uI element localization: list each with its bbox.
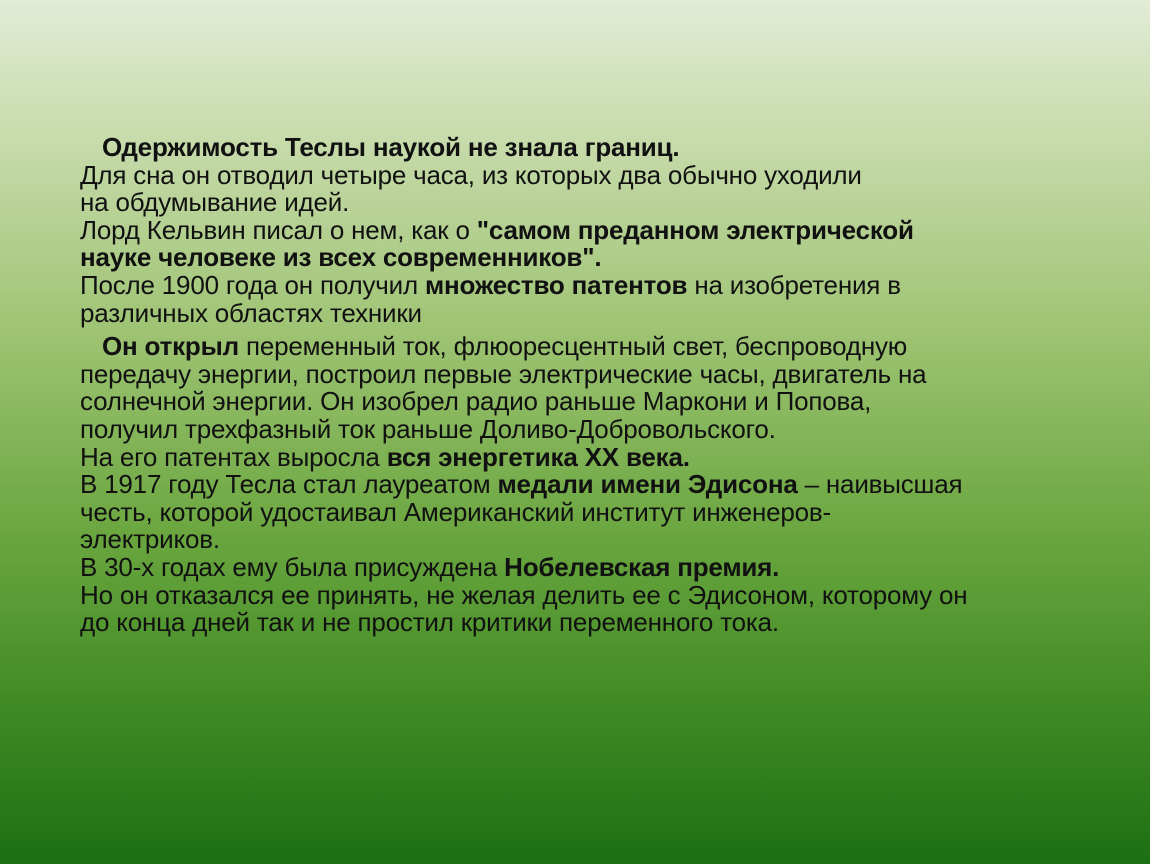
line: различных областях техники <box>80 297 422 328</box>
line: до конца дней так и не простил критики переменного тока. <box>80 607 779 638</box>
line <box>80 471 1120 499</box>
paragraph-discoveries <box>80 333 1120 637</box>
text-run: переменный ток, флюоресцентный свет, беспроводную <box>238 331 908 362</box>
line <box>80 551 1120 582</box>
line: получил трехфазный ток раньше Доливо-Добровольского. <box>80 413 776 444</box>
line: Для сна он отводил четыре часа, из которых два обычно уходили <box>80 159 862 190</box>
line: электриков. <box>80 524 220 555</box>
text-run: – наивысшая <box>797 469 963 500</box>
bold-phrase: Нобелевская премия. <box>504 551 780 582</box>
line <box>80 441 1120 472</box>
line <box>80 244 1120 272</box>
text-run: В 30-х годах ему была присуждена <box>80 551 505 582</box>
bold-phrase: множество патентов <box>424 269 688 300</box>
bold-phrase: медали имени Эдисона <box>497 469 798 500</box>
bold-quote: "самом преданном электрической <box>476 214 914 245</box>
line <box>80 269 1120 300</box>
line <box>80 333 1120 361</box>
line: солнечной энергии. Он изобрел радио раньше Маркони и Попова, <box>80 386 872 417</box>
text-run: Лорд Кельвин писал о нем, как о <box>80 214 477 245</box>
bold-heading: Одержимость Теслы наукой не знала границ. <box>102 132 680 162</box>
line: честь, которой удостаивал Американский институт инженеров- <box>80 496 832 527</box>
line <box>80 134 1120 162</box>
bold-phrase: вся энергетика XX века. <box>386 441 690 472</box>
line: на обдумывание идей. <box>80 187 350 218</box>
line <box>80 214 1120 245</box>
slide-body <box>80 134 1120 637</box>
line: Но он отказался ее принять, не желая делить ее с Эдисоном, которому он <box>80 579 968 610</box>
text-run: на изобретения в <box>687 269 901 300</box>
line: передачу энергии, построил первые электрические часы, двигатель на <box>80 358 927 389</box>
paragraph-obsession <box>80 134 1120 327</box>
bold-quote: науке человеке из всех современников". <box>80 242 602 273</box>
text-run: После 1900 года он получил <box>80 269 425 300</box>
bold-phrase: Он открыл <box>102 331 239 362</box>
text-run: В 1917 году Тесла стал лауреатом <box>80 469 498 500</box>
text-run: На его патентах выросла <box>80 441 387 472</box>
